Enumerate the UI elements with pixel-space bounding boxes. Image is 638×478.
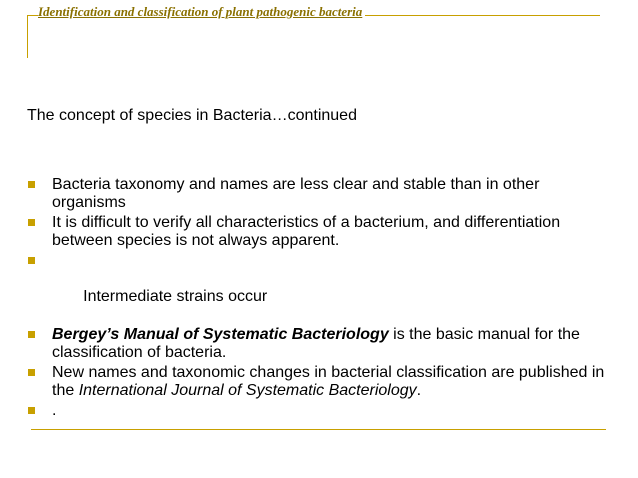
- bullet-text: is the basic manual for the classification of bacteria.: [52, 326, 580, 361]
- bullet-text: Bacteria taxonomy and names are less clear and stable than in other organisms: [52, 176, 540, 211]
- square-bullet-icon: [28, 369, 35, 376]
- bullet-item: [28, 252, 608, 324]
- journal-title: International Journal of Systematic Bacteriology: [78, 382, 417, 399]
- square-bullet-icon: [28, 331, 35, 338]
- bullet-item: [28, 402, 608, 420]
- bullet-item: [28, 214, 608, 250]
- bottom-rule: [31, 429, 606, 430]
- bullet-text: New names and taxonomic changes in bacterial classification are published in the: [52, 364, 605, 399]
- square-bullet-icon: [28, 219, 35, 226]
- bullet-text: .: [52, 402, 57, 419]
- bullet-text-end: .: [416, 382, 422, 399]
- left-rule: [27, 15, 28, 58]
- square-bullet-icon: [28, 407, 35, 414]
- square-bullet-icon: [28, 257, 35, 264]
- header-title: Identification and classification of plant pathogenic bacteria: [38, 4, 365, 20]
- square-bullet-icon: [28, 181, 35, 188]
- bullet-list: [28, 176, 608, 420]
- slide-subtitle: The concept of species in Bacteria…continued: [27, 107, 357, 124]
- bullet-text: It is difficult to verify all characteristics of a bacterium, and differentiation between species is not always apparent.: [52, 214, 561, 249]
- manual-title: Bergey’s Manual of Systematic Bacteriology: [52, 326, 389, 343]
- bullet-item: [28, 176, 608, 212]
- bullet-item: [28, 364, 608, 400]
- bullet-text: Intermediate strains occur: [78, 288, 268, 305]
- bullet-item: [28, 326, 608, 362]
